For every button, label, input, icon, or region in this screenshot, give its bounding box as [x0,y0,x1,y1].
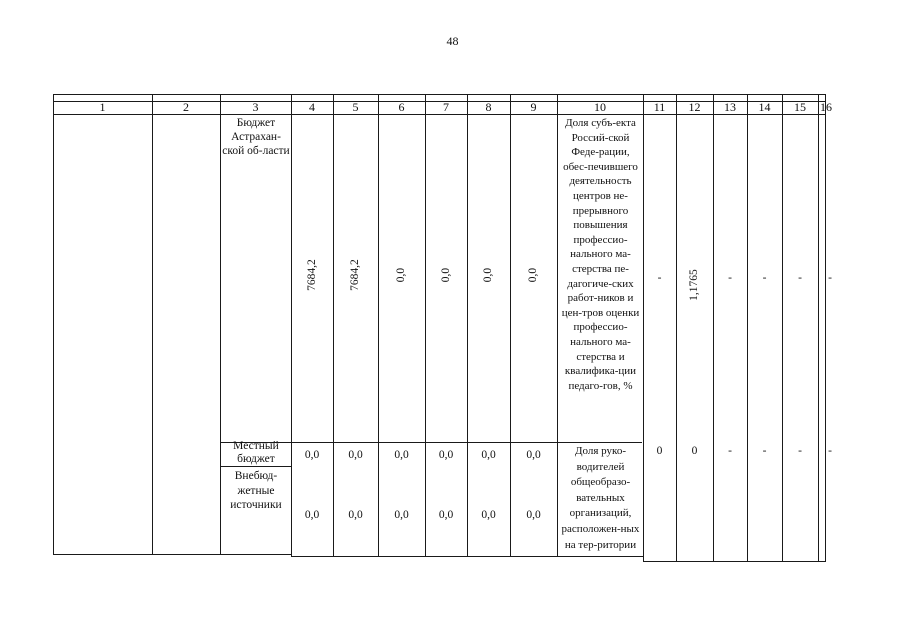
row1-col4: 7684,2 [306,259,318,291]
row2-col8: 0,0 [481,449,496,461]
row2-col15: - [798,445,802,457]
header-col-12: 12 [688,100,701,114]
row2-col12: 0 [691,445,698,457]
row3-col7: 0,0 [438,509,454,521]
row1-source: Бюджет Астрахан-ской об-ласти [222,117,290,157]
header-col-5: 5 [352,100,359,114]
header-col-7: 7 [443,100,449,114]
row1-col15: - [798,272,802,284]
header-col-11: 11 [653,100,666,114]
row3-col5: 0,0 [348,509,363,521]
row1-col6: 0,0 [395,267,407,283]
row3-col6: 0,0 [394,509,409,521]
row2-col11: 0 [656,445,663,457]
row1-col11: - [657,272,662,284]
row1-indicator: Доля субъ-екта Россий-ской Феде-рации, обес-печившего деятельность центров не-прерывного повышения профессио-нального ма-стерства пе-дагогиче-ских работ-ников и цен-тров оценки профессио-нального ма-стерства и квалифика-ции педаго-гов, % [561,117,640,392]
row1-col9: 0,0 [527,267,539,283]
row1-col12: 1,1765 [688,269,700,301]
row1-col5: 7684,2 [349,259,361,291]
row3-col9: 0,0 [526,509,541,521]
row2-col14: - [762,445,767,457]
row2-col5: 0,0 [348,449,363,461]
header-col-1: 1 [99,100,106,114]
row1-col13: - [728,272,732,284]
row2-col16: - [828,445,832,457]
header-col-8: 8 [485,100,492,114]
row3-source: Внебюд-жетные источники [230,470,282,511]
row3-col8: 0,0 [481,509,496,521]
header-col-6: 6 [398,100,405,114]
row2-col4: 0,0 [304,449,320,461]
header-col-10: 10 [594,100,606,114]
header-col-16: 16 [820,100,832,114]
page-number: 48 [446,34,459,48]
row2-col13: - [728,445,732,457]
row1-col8: 0,0 [482,267,494,283]
header-col-2: 2 [183,100,189,114]
header-col-9: 9 [530,100,537,114]
row1-col14: - [762,272,767,284]
header-col-4: 4 [309,100,315,114]
header-col-13: 13 [724,100,736,114]
row2-col7: 0,0 [438,449,454,461]
header-col-3: 3 [252,100,259,114]
row2-col9: 0,0 [526,449,541,461]
header-col-15: 15 [794,100,806,114]
header-col-14: 14 [758,100,771,114]
row1-col16: - [828,272,832,284]
row2-col6: 0,0 [394,449,409,461]
row2-source: Местный бюджет [233,440,279,465]
row1-col7: 0,0 [440,267,452,283]
row3-col4: 0,0 [304,509,320,521]
row2-indicator: Доля руко-водителей общеобразо-вательных организаций, расположен-ных на тер-ритории [561,445,640,551]
